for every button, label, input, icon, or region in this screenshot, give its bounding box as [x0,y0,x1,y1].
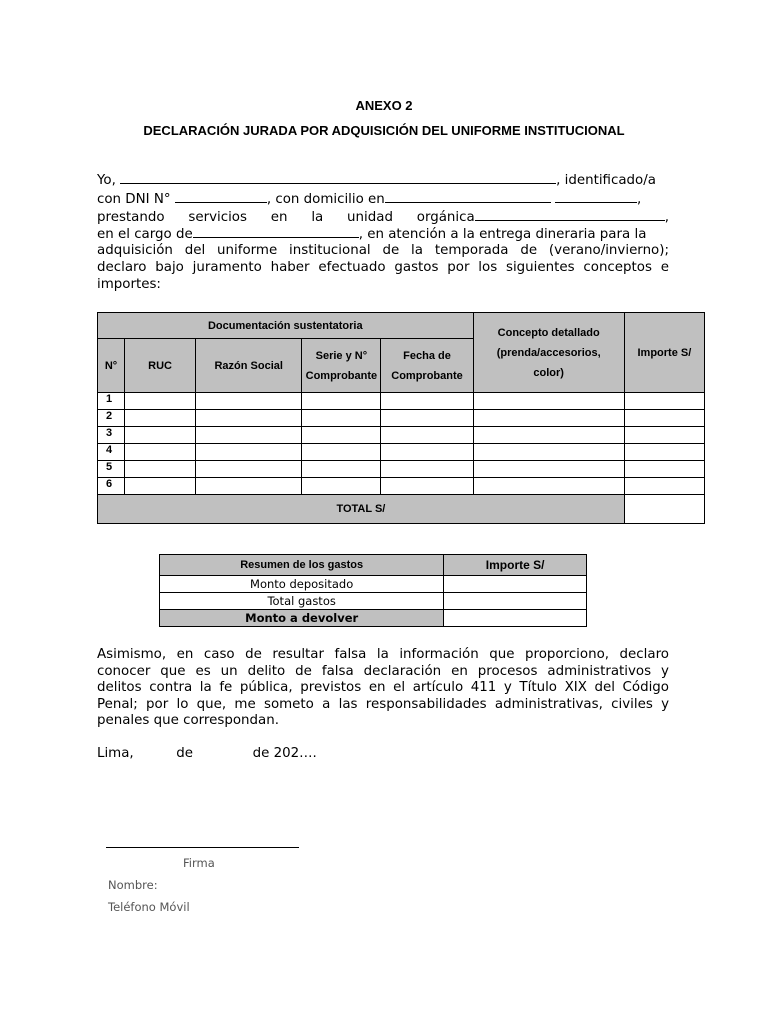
table-row [160,593,587,610]
address-blank-2[interactable] [555,190,637,203]
intro-line-4: en el cargo de , en atención a la entrega dineraria para la [97,226,647,242]
voucher-date-col-header: Fecha de Comprobante [381,339,473,393]
intro-line-5: adquisición del uniforme institucional de la temporada de (verano/invierno); [97,243,669,259]
intro-line-1: Yo, , identificado/a [97,173,656,188]
unit-blank[interactable] [475,208,665,221]
total-row [98,495,705,524]
name-label: Nombre: [108,878,158,892]
summary-header-label: Resumen de los gastos [160,555,444,576]
total-amount-cell[interactable] [624,495,704,524]
summary-header-amount: Importe S/ [444,555,587,576]
documentation-group-header: Documentación sustentatoria [98,313,474,339]
phone-label: Teléfono Móvil [108,900,190,914]
table-row [160,610,587,627]
total-label: TOTAL S/ [98,495,625,524]
table-row [160,576,587,593]
closing-statement: Asimismo, en caso de resultar falsa la información que proporciono, declaro conocer que es un delito de falsa declaración en procesos administrativos y delitos contra la fe pública, previstos en el artículo 411 y Título XIX del Código Penal; por lo que, me someto a las responsabilidades administrativas, civiles y penales que correspondan. [97,647,669,729]
signature-line[interactable] [106,847,299,848]
dni-blank[interactable] [175,190,267,203]
total-expenses-label: Total gastos [160,593,444,610]
table-row: 3 [98,427,705,444]
summary-table [159,554,587,627]
number-col-header: N° [98,339,125,393]
declaration-intro [97,171,669,293]
position-blank[interactable] [193,225,359,238]
annex-number: ANEXO 2 [355,98,413,113]
intro-line-6: declaro bajo juramento haber efectuado gastos por los siguientes conceptos e [97,259,669,275]
table-row: 6 [98,478,705,495]
concept-header: Concepto detallado (prenda/accesorios, color) [473,313,624,393]
voucher-series-col-header: Serie y N° Comprobante [302,339,381,393]
table-row: 5 [98,461,705,478]
expenses-table [97,312,705,524]
place-date: Lima, de de 202…. [97,746,317,761]
intro-line-2: con DNI N° , con domicilio en , [97,191,642,207]
business-name-col-header: Razón Social [196,339,302,393]
table-row: 1 [98,393,705,410]
refund-amount-label: Monto a devolver [160,610,444,627]
table-row: 4 [98,444,705,461]
intro-line-3: prestando servicios en la unidad orgánica , [97,210,669,225]
ruc-col-header: RUC [125,339,196,393]
deposited-amount-label: Monto depositado [160,576,444,593]
intro-line-7: importes: [97,276,161,292]
address-blank[interactable] [385,190,551,203]
signature-label: Firma [183,856,215,870]
amount-header: Importe S/ [624,313,704,393]
document-title: DECLARACIÓN JURADA POR ADQUISICIÓN DEL UNIFORME INSTITUCIONAL [143,123,625,138]
name-blank[interactable] [120,171,556,184]
table-row: 2 [98,410,705,427]
